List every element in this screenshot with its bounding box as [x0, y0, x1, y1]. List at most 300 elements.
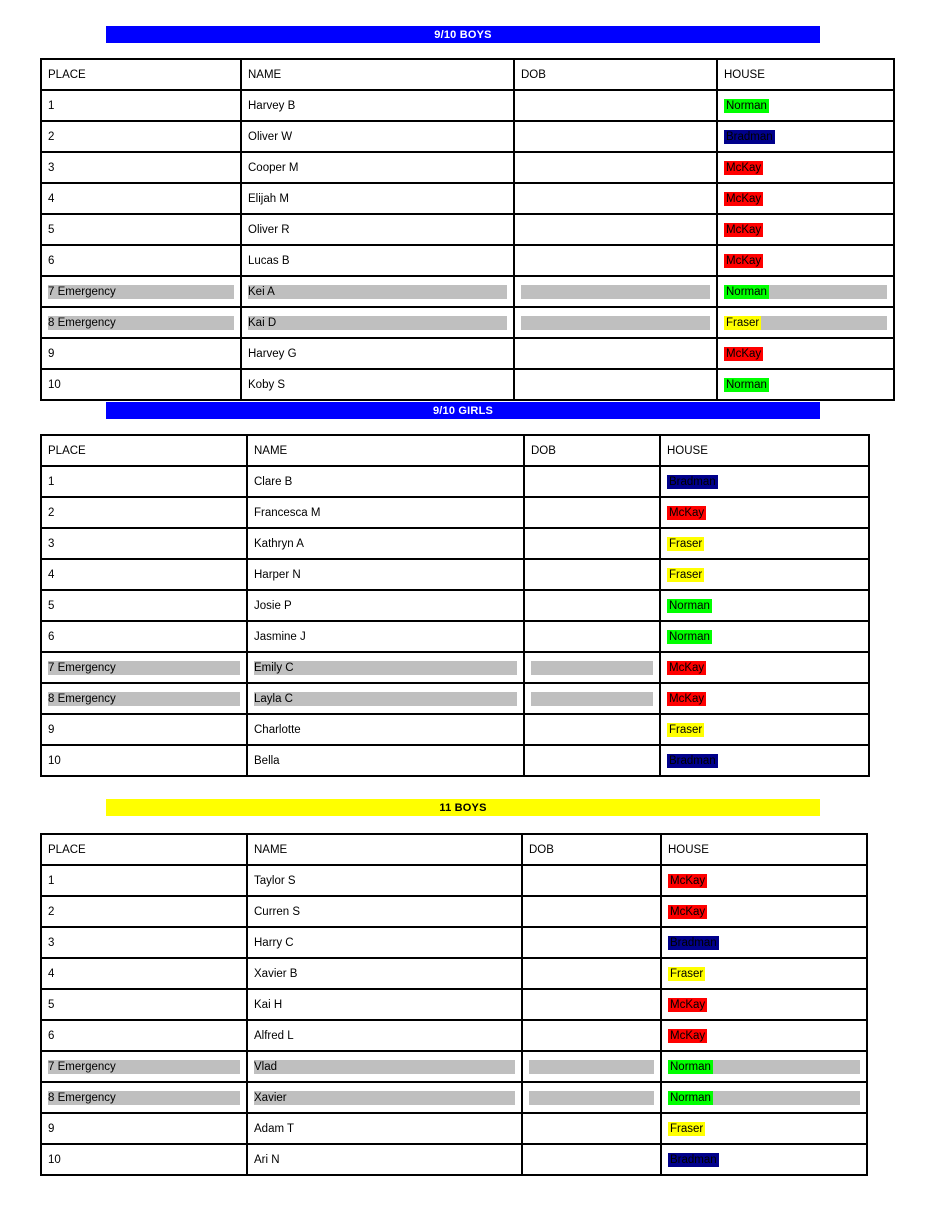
- name-text: Harvey B: [248, 99, 296, 112]
- name-cell: [247, 528, 524, 559]
- name-text: Oliver R: [248, 223, 290, 236]
- emergency-dob-bar: [531, 692, 653, 706]
- house-cell: [717, 369, 894, 400]
- table-row: [41, 466, 869, 497]
- house-row: [667, 568, 862, 582]
- house-cell: [717, 276, 894, 307]
- dob-cell: [522, 1051, 661, 1082]
- name-cell: [247, 958, 522, 989]
- house-row: [724, 223, 887, 237]
- table-row: [41, 745, 869, 776]
- house-cell: [661, 1144, 867, 1175]
- place-text: 5: [48, 223, 55, 236]
- table-row: [41, 1082, 867, 1113]
- house-badge: McKay: [726, 347, 762, 360]
- emergency-name-bar: Layla C: [254, 692, 517, 706]
- dob-cell: [514, 214, 717, 245]
- house-cell: [660, 559, 869, 590]
- place-text: 9: [48, 347, 55, 360]
- name-cell: [241, 369, 514, 400]
- column-header: PLACE: [41, 834, 247, 865]
- house-row: [724, 254, 887, 268]
- house-badge: McKay: [670, 905, 706, 918]
- section-banner: [106, 402, 820, 419]
- house-row: [668, 936, 860, 950]
- place-cell: [41, 865, 247, 896]
- name-text: Charlotte: [254, 723, 301, 736]
- dob-cell: [522, 1113, 661, 1144]
- house-cell: [717, 90, 894, 121]
- dob-cell: [524, 714, 660, 745]
- place-cell: [41, 369, 241, 400]
- house-cell: [660, 745, 869, 776]
- name-text: Koby S: [248, 378, 286, 391]
- house-row: [668, 967, 860, 981]
- house-cell: [717, 307, 894, 338]
- dob-cell: [514, 307, 717, 338]
- house-cell: [661, 989, 867, 1020]
- emergency-dob-bar: [521, 285, 710, 299]
- place-cell: [41, 590, 247, 621]
- section-title: 9/10 GIRLS: [432, 404, 494, 417]
- house-badge: Fraser: [669, 537, 703, 550]
- table-row: [41, 307, 894, 338]
- results-document: [40, 26, 927, 1176]
- place-text: 6: [48, 1029, 55, 1042]
- emergency-house-tail-bar: [761, 316, 887, 330]
- table-row: [41, 1113, 867, 1144]
- emergency-dob-bar: [529, 1091, 654, 1105]
- place-text: 1: [48, 99, 55, 112]
- column-header: DOB: [522, 834, 661, 865]
- table-row: [41, 927, 867, 958]
- house-badge: Norman: [726, 285, 767, 298]
- column-header: PLACE: [41, 435, 247, 466]
- table-row: [41, 183, 894, 214]
- house-cell: [661, 958, 867, 989]
- house-cell: [661, 1113, 867, 1144]
- house-badge: McKay: [669, 661, 705, 674]
- emergency-place-bar: 8 Emergency: [48, 692, 240, 706]
- place-cell: [41, 745, 247, 776]
- name-text: Ari N: [254, 1153, 280, 1166]
- name-cell: [247, 652, 524, 683]
- table-row: [41, 338, 894, 369]
- column-header: NAME: [247, 435, 524, 466]
- emergency-place-bar: 8 Emergency: [48, 316, 234, 330]
- house-cell: [661, 927, 867, 958]
- house-row: [668, 1122, 860, 1136]
- house-badge: McKay: [726, 192, 762, 205]
- house-badge: Fraser: [669, 723, 703, 736]
- name-text: Josie P: [254, 599, 292, 612]
- house-badge: Norman: [726, 378, 767, 391]
- place-cell: [41, 276, 241, 307]
- place-text: 1: [48, 874, 55, 887]
- dob-cell: [514, 121, 717, 152]
- house-badge: Bradman: [670, 936, 717, 949]
- place-text: 9: [48, 723, 55, 736]
- house-row: [724, 378, 887, 392]
- emergency-name-bar: Emily C: [254, 661, 517, 675]
- emergency-name-bar: Kei A: [248, 285, 507, 299]
- dob-cell: [522, 958, 661, 989]
- name-cell: [241, 214, 514, 245]
- place-cell: [41, 338, 241, 369]
- name-text: Xavier B: [254, 967, 298, 980]
- dob-cell: [514, 90, 717, 121]
- table-row: [41, 1020, 867, 1051]
- dob-cell: [522, 1082, 661, 1113]
- name-text: Harry C: [254, 936, 294, 949]
- dob-cell: [522, 927, 661, 958]
- table-row: [41, 121, 894, 152]
- house-cell: [660, 714, 869, 745]
- name-cell: [241, 307, 514, 338]
- name-text: Kathryn A: [254, 537, 304, 550]
- house-cell: [717, 338, 894, 369]
- column-header: PLACE: [41, 59, 241, 90]
- place-cell: [41, 183, 241, 214]
- table-row: [41, 559, 869, 590]
- table-row: [41, 621, 869, 652]
- section-banner: [106, 26, 820, 43]
- name-cell: [247, 714, 524, 745]
- name-cell: [247, 497, 524, 528]
- table-row: [41, 245, 894, 276]
- emergency-name-bar: Vlad: [254, 1060, 515, 1074]
- house-row: [668, 1091, 860, 1105]
- place-cell: [41, 1082, 247, 1113]
- column-header: DOB: [524, 435, 660, 466]
- house-row: [667, 692, 862, 706]
- section-banner: [106, 799, 820, 816]
- place-cell: [41, 927, 247, 958]
- place-text: 2: [48, 130, 55, 143]
- house-row: [668, 874, 860, 888]
- house-row: [724, 316, 887, 330]
- house-badge: Norman: [669, 630, 710, 643]
- house-cell: [661, 1082, 867, 1113]
- dob-cell: [522, 865, 661, 896]
- place-cell: [41, 621, 247, 652]
- house-cell: [661, 1020, 867, 1051]
- house-badge: Fraser: [669, 568, 703, 581]
- name-cell: [241, 152, 514, 183]
- house-badge: Fraser: [670, 967, 704, 980]
- place-cell: [41, 896, 247, 927]
- column-header: NAME: [241, 59, 514, 90]
- place-text: 5: [48, 998, 55, 1011]
- house-badge: Norman: [726, 99, 767, 112]
- header-row: [41, 435, 869, 466]
- house-cell: [660, 528, 869, 559]
- name-text: Cooper M: [248, 161, 299, 174]
- name-cell: [247, 621, 524, 652]
- table-row: [41, 1144, 867, 1175]
- table-row: [41, 369, 894, 400]
- name-text: Taylor S: [254, 874, 296, 887]
- name-text: Lucas B: [248, 254, 290, 267]
- dob-cell: [514, 183, 717, 214]
- table-row: [41, 214, 894, 245]
- column-header: NAME: [247, 834, 522, 865]
- house-badge: McKay: [726, 254, 762, 267]
- results-table: [40, 833, 868, 1176]
- place-text: 4: [48, 192, 55, 205]
- results-section: [40, 799, 927, 1176]
- name-cell: [241, 338, 514, 369]
- place-cell: [41, 528, 247, 559]
- dob-cell: [524, 652, 660, 683]
- name-cell: [247, 1051, 522, 1082]
- emergency-name-bar: Kai D: [248, 316, 507, 330]
- place-text: 3: [48, 161, 55, 174]
- name-cell: [247, 466, 524, 497]
- emergency-place-bar: 7 Emergency: [48, 661, 240, 675]
- dob-cell: [514, 338, 717, 369]
- header-row: [41, 834, 867, 865]
- place-cell: [41, 958, 247, 989]
- name-text: Kai H: [254, 998, 283, 1011]
- emergency-place-bar: 7 Emergency: [48, 285, 234, 299]
- place-cell: [41, 152, 241, 183]
- dob-cell: [524, 590, 660, 621]
- name-cell: [247, 989, 522, 1020]
- name-cell: [247, 745, 524, 776]
- house-cell: [660, 621, 869, 652]
- house-cell: [717, 245, 894, 276]
- emergency-place-bar: 7 Emergency: [48, 1060, 240, 1074]
- house-badge: McKay: [726, 223, 762, 236]
- name-cell: [247, 1144, 522, 1175]
- name-text: Harper N: [254, 568, 301, 581]
- house-row: [667, 630, 862, 644]
- house-badge: Norman: [669, 599, 710, 612]
- dob-cell: [524, 528, 660, 559]
- table-row: [41, 652, 869, 683]
- house-row: [724, 192, 887, 206]
- house-badge: Norman: [670, 1091, 711, 1104]
- place-text: 6: [48, 630, 55, 643]
- table-row: [41, 958, 867, 989]
- house-cell: [660, 497, 869, 528]
- dob-cell: [524, 683, 660, 714]
- house-badge: Norman: [670, 1060, 711, 1073]
- place-text: 5: [48, 599, 55, 612]
- place-text: 4: [48, 568, 55, 581]
- place-text: 4: [48, 967, 55, 980]
- house-cell: [660, 683, 869, 714]
- name-cell: [241, 183, 514, 214]
- table-row: [41, 714, 869, 745]
- name-text: Elijah M: [248, 192, 289, 205]
- name-text: Adam T: [254, 1122, 295, 1135]
- dob-cell: [524, 559, 660, 590]
- name-cell: [247, 896, 522, 927]
- house-badge: McKay: [669, 506, 705, 519]
- name-text: Jasmine J: [254, 630, 306, 643]
- results-section: [40, 402, 927, 777]
- house-cell: [717, 152, 894, 183]
- place-text: 10: [48, 754, 61, 767]
- house-badge: Fraser: [726, 316, 760, 329]
- house-badge: Bradman: [670, 1153, 717, 1166]
- name-cell: [247, 1020, 522, 1051]
- table-row: [41, 276, 894, 307]
- section-title: 9/10 BOYS: [434, 28, 492, 41]
- name-text: Bella: [254, 754, 280, 767]
- name-cell: [241, 245, 514, 276]
- house-badge: McKay: [670, 874, 706, 887]
- name-cell: [247, 1113, 522, 1144]
- house-row: [724, 347, 887, 361]
- dob-cell: [522, 1144, 661, 1175]
- place-text: 1: [48, 475, 55, 488]
- name-cell: [247, 590, 524, 621]
- house-row: [667, 599, 862, 613]
- house-cell: [660, 590, 869, 621]
- table-row: [41, 896, 867, 927]
- emergency-name-bar: Xavier: [254, 1091, 515, 1105]
- house-badge: Bradman: [669, 475, 716, 488]
- place-cell: [41, 121, 241, 152]
- place-cell: [41, 989, 247, 1020]
- results-table: [40, 58, 895, 401]
- table-row: [41, 528, 869, 559]
- house-cell: [660, 652, 869, 683]
- house-row: [667, 475, 862, 489]
- house-row: [668, 998, 860, 1012]
- house-row: [667, 661, 862, 675]
- house-row: [724, 285, 887, 299]
- table-row: [41, 590, 869, 621]
- emergency-house-tail-bar: [713, 1060, 860, 1074]
- name-text: Clare B: [254, 475, 293, 488]
- table-row: [41, 90, 894, 121]
- place-cell: [41, 307, 241, 338]
- dob-cell: [522, 989, 661, 1020]
- place-cell: [41, 1051, 247, 1082]
- house-cell: [660, 466, 869, 497]
- dob-cell: [514, 369, 717, 400]
- house-badge: Fraser: [670, 1122, 704, 1135]
- house-cell: [661, 865, 867, 896]
- house-row: [667, 723, 862, 737]
- dob-cell: [522, 896, 661, 927]
- dob-cell: [514, 245, 717, 276]
- emergency-house-tail-bar: [713, 1091, 860, 1105]
- header-row: [41, 59, 894, 90]
- emergency-dob-bar: [531, 661, 653, 675]
- house-badge: Bradman: [669, 754, 716, 767]
- results-section: [40, 26, 927, 401]
- house-cell: [661, 896, 867, 927]
- name-cell: [247, 865, 522, 896]
- dob-cell: [524, 621, 660, 652]
- place-text: 10: [48, 1153, 61, 1166]
- column-header: HOUSE: [661, 834, 867, 865]
- house-row: [724, 130, 887, 144]
- house-row: [668, 1029, 860, 1043]
- place-cell: [41, 214, 241, 245]
- place-cell: [41, 559, 247, 590]
- house-cell: [717, 183, 894, 214]
- name-text: Curren S: [254, 905, 301, 918]
- place-cell: [41, 245, 241, 276]
- place-cell: [41, 497, 247, 528]
- table-row: [41, 497, 869, 528]
- place-cell: [41, 466, 247, 497]
- section-title: 11 BOYS: [439, 801, 487, 814]
- dob-cell: [524, 745, 660, 776]
- place-text: 2: [48, 905, 55, 918]
- column-header: HOUSE: [717, 59, 894, 90]
- house-row: [668, 905, 860, 919]
- house-cell: [717, 214, 894, 245]
- name-cell: [241, 90, 514, 121]
- name-text: Alfred L: [254, 1029, 294, 1042]
- dob-cell: [514, 276, 717, 307]
- place-cell: [41, 90, 241, 121]
- place-text: 6: [48, 254, 55, 267]
- house-row: [667, 537, 862, 551]
- column-header: HOUSE: [660, 435, 869, 466]
- table-row: [41, 683, 869, 714]
- dob-cell: [524, 466, 660, 497]
- place-text: 2: [48, 506, 55, 519]
- emergency-dob-bar: [521, 316, 710, 330]
- name-cell: [247, 927, 522, 958]
- table-row: [41, 152, 894, 183]
- place-text: 9: [48, 1122, 55, 1135]
- house-row: [724, 161, 887, 175]
- table-row: [41, 989, 867, 1020]
- place-cell: [41, 1144, 247, 1175]
- dob-cell: [524, 497, 660, 528]
- house-badge: Bradman: [726, 130, 773, 143]
- place-cell: [41, 652, 247, 683]
- emergency-place-bar: 8 Emergency: [48, 1091, 240, 1105]
- name-cell: [247, 1082, 522, 1113]
- place-cell: [41, 683, 247, 714]
- table-row: [41, 1051, 867, 1082]
- name-text: Oliver W: [248, 130, 293, 143]
- house-badge: McKay: [670, 1029, 706, 1042]
- place-cell: [41, 1113, 247, 1144]
- house-cell: [717, 121, 894, 152]
- dob-cell: [514, 152, 717, 183]
- name-cell: [241, 276, 514, 307]
- name-cell: [241, 121, 514, 152]
- house-row: [667, 506, 862, 520]
- table-row: [41, 865, 867, 896]
- name-text: Francesca M: [254, 506, 321, 519]
- house-row: [668, 1153, 860, 1167]
- place-text: 10: [48, 378, 61, 391]
- house-row: [668, 1060, 860, 1074]
- house-badge: McKay: [726, 161, 762, 174]
- house-row: [667, 754, 862, 768]
- house-cell: [661, 1051, 867, 1082]
- house-badge: McKay: [669, 692, 705, 705]
- dob-cell: [522, 1020, 661, 1051]
- place-cell: [41, 714, 247, 745]
- name-text: Harvey G: [248, 347, 297, 360]
- name-cell: [247, 559, 524, 590]
- place-cell: [41, 1020, 247, 1051]
- name-cell: [247, 683, 524, 714]
